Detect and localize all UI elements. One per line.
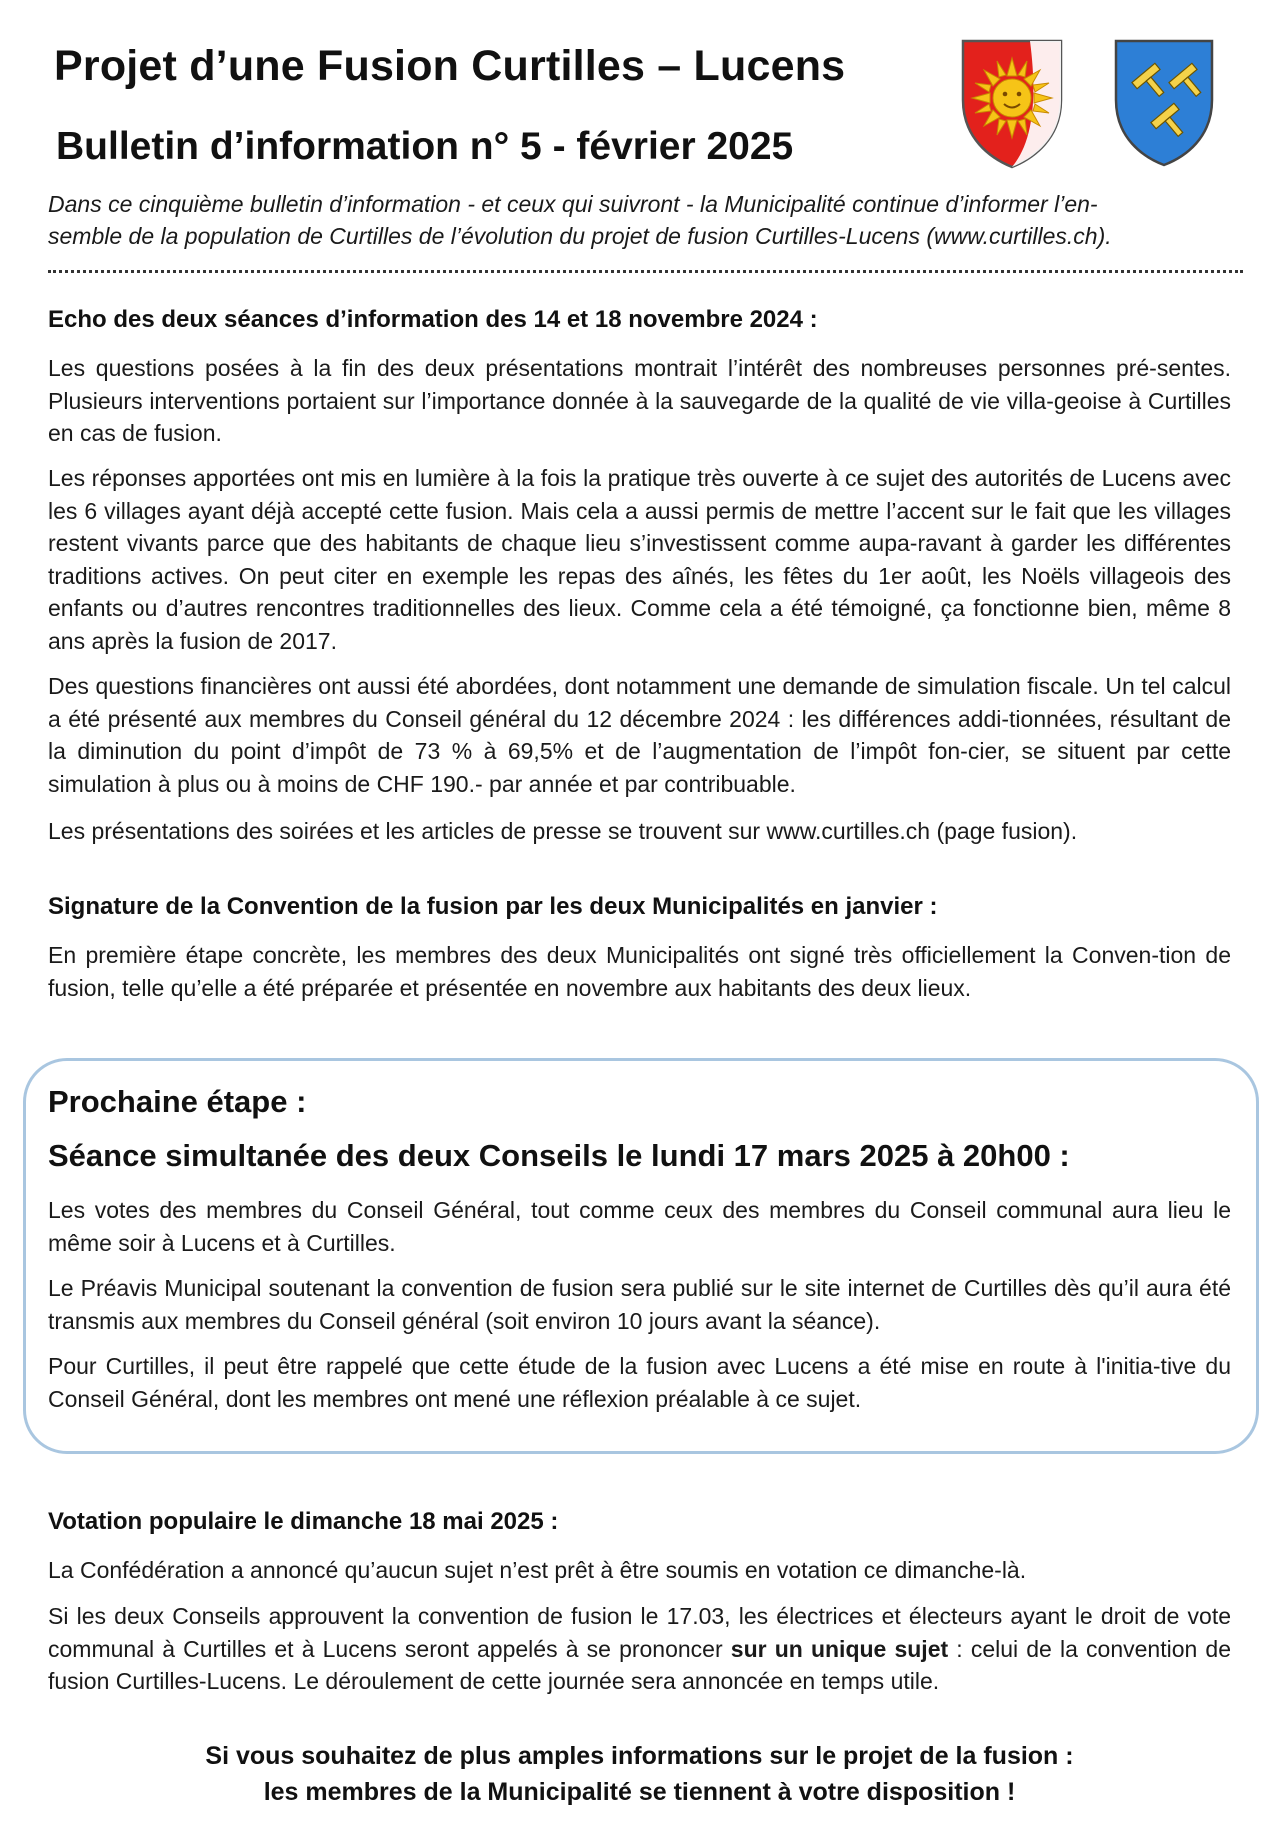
closing-line-1: Si vous souhaitez de plus amples informations sur le projet de la fusion : xyxy=(205,1742,1074,1770)
vote-paragraph-2 xyxy=(48,1600,1231,1698)
council-session-title: Séance simultanée des deux Conseils le lundi 17 mars 2025 à 20h00 : xyxy=(48,1138,1070,1173)
signature-section-title: Signature de la Convention de la fusion par les deux Municipalités en janvier : xyxy=(48,893,938,920)
intro-line-2: semble de la population de Curtilles de l’évolution du projet de fusion Curtilles-Lucens (www.curtilles.ch). xyxy=(48,223,1112,249)
echo-section-title: Echo des deux séances d’information des 14 et 18 novembre 2024 : xyxy=(48,306,818,333)
next-step-title: Prochaine étape : xyxy=(48,1084,307,1119)
echo-paragraph-2: Les réponses apportées ont mis en lumière à la fois la pratique très ouverte à ce sujet des autorités de Lucens avec les 6 villages ayant déjà accepté cette fusion. Mais cela a aussi permis de mettre l’accent sur le fait que les villages restent vivants parce que des habitants de chaque lieu s’investissent comme aupa-ravant à garder les différentes traditions actives. On peut citer en exemple les repas des aînés, les fêtes du 1er août, les Noëls villageois des enfants ou d’autres rencontres traditionnelles des lieux. Comme cela a été témoigné, ça fonctionne bien, même 8 ans après la fusion de 2017. xyxy=(48,465,1231,654)
bulletin-subtitle: Bulletin d’information n° 5 - février 2025 xyxy=(56,125,794,168)
intro-line-1: Dans ce cinquième bulletin d’information - et ceux qui suivront - la Municipalité continue d’informer l’en- xyxy=(48,191,1098,217)
echo-paragraph-3: Des questions financières ont aussi été abordées, dont notamment une demande de simulation fiscale. Un tel calcul a été présenté aux membres du Conseil général du 12 décembre 2024 : les différences addi-tionnées, résultant de la diminution du point d’impôt de 73 % à 69,5% et de l’augmentation de l’impôt fon-cier, se situent par cette simulation à plus ou à moins de CHF 190.- par année et par contribuable. xyxy=(48,673,1231,797)
page-title: Projet d’une Fusion Curtilles – Lucens xyxy=(54,42,846,90)
closing-line-2: les membres de la Municipalité se tiennent à votre disposition ! xyxy=(263,1778,1016,1806)
vote-paragraph-2-end: : celui de la convention de fusion Curtilles-Lucens. Le déroulement de cette journée sera annoncée en temps utile. xyxy=(48,1635,1232,1694)
next-step-paragraph-2: Le Préavis Municipal soutenant la convention de fusion sera publié sur le site internet de Curtilles dès qu’il aura été transmis aux membres du Conseil général (soit environ 10 jours avant la séance). xyxy=(48,1275,1231,1334)
vote-paragraph-2-start: Si les deux Conseils approuvent la convention de fusion le 17.03, les électrices et électeurs ayant le droit de vote communal à Curtilles et à Lucens seront appelés à se prononcer xyxy=(48,1603,1231,1662)
vote-paragraph-2-emphasis: sur un unique sujet xyxy=(730,1635,949,1662)
intro-text xyxy=(48,188,1243,252)
signature-paragraph: En première étape concrète, les membres des deux Municipalités ont signé très officiellement la Conven-tion de fusion, telle qu’elle a été préparée et présentée en novembre aux habitants des deux lieux. xyxy=(48,942,1231,1001)
dotted-divider xyxy=(48,270,1243,273)
echo-paragraph-1: Les questions posées à la fin des deux présentations montrait l’intérêt des nombreuses personnes pré-sentes. Plusieurs interventions portaient sur l’importance donnée à la sauvegarde de la qualité de vie villa-geoise à Curtilles en cas de fusion. xyxy=(48,355,1231,446)
vote-section-title: Votation populaire le dimanche 18 mai 2025 : xyxy=(48,1508,559,1535)
next-step-paragraph-1: Les votes des membres du Conseil Général, tout comme ceux des membres du Conseil communal aura lieu le même soir à Lucens et à Curtilles. xyxy=(48,1197,1231,1256)
echo-paragraph-4: Les présentations des soirées et les articles de presse se trouvent sur www.curtilles.ch (page fusion). xyxy=(48,818,1078,844)
lucens-crest-icon xyxy=(1113,38,1215,168)
vote-paragraph-1: La Confédération a annoncé qu’aucun sujet n’est prêt à être soumis en votation ce dimanche-là. xyxy=(48,1557,1027,1583)
curtilles-crest-icon xyxy=(960,38,1064,170)
next-step-paragraph-3: Pour Curtilles, il peut être rappelé que cette étude de la fusion avec Lucens a été mise en route à l'initia-tive du Conseil Général, dont les membres ont mené une réflexion préalable à ce sujet. xyxy=(48,1353,1231,1412)
